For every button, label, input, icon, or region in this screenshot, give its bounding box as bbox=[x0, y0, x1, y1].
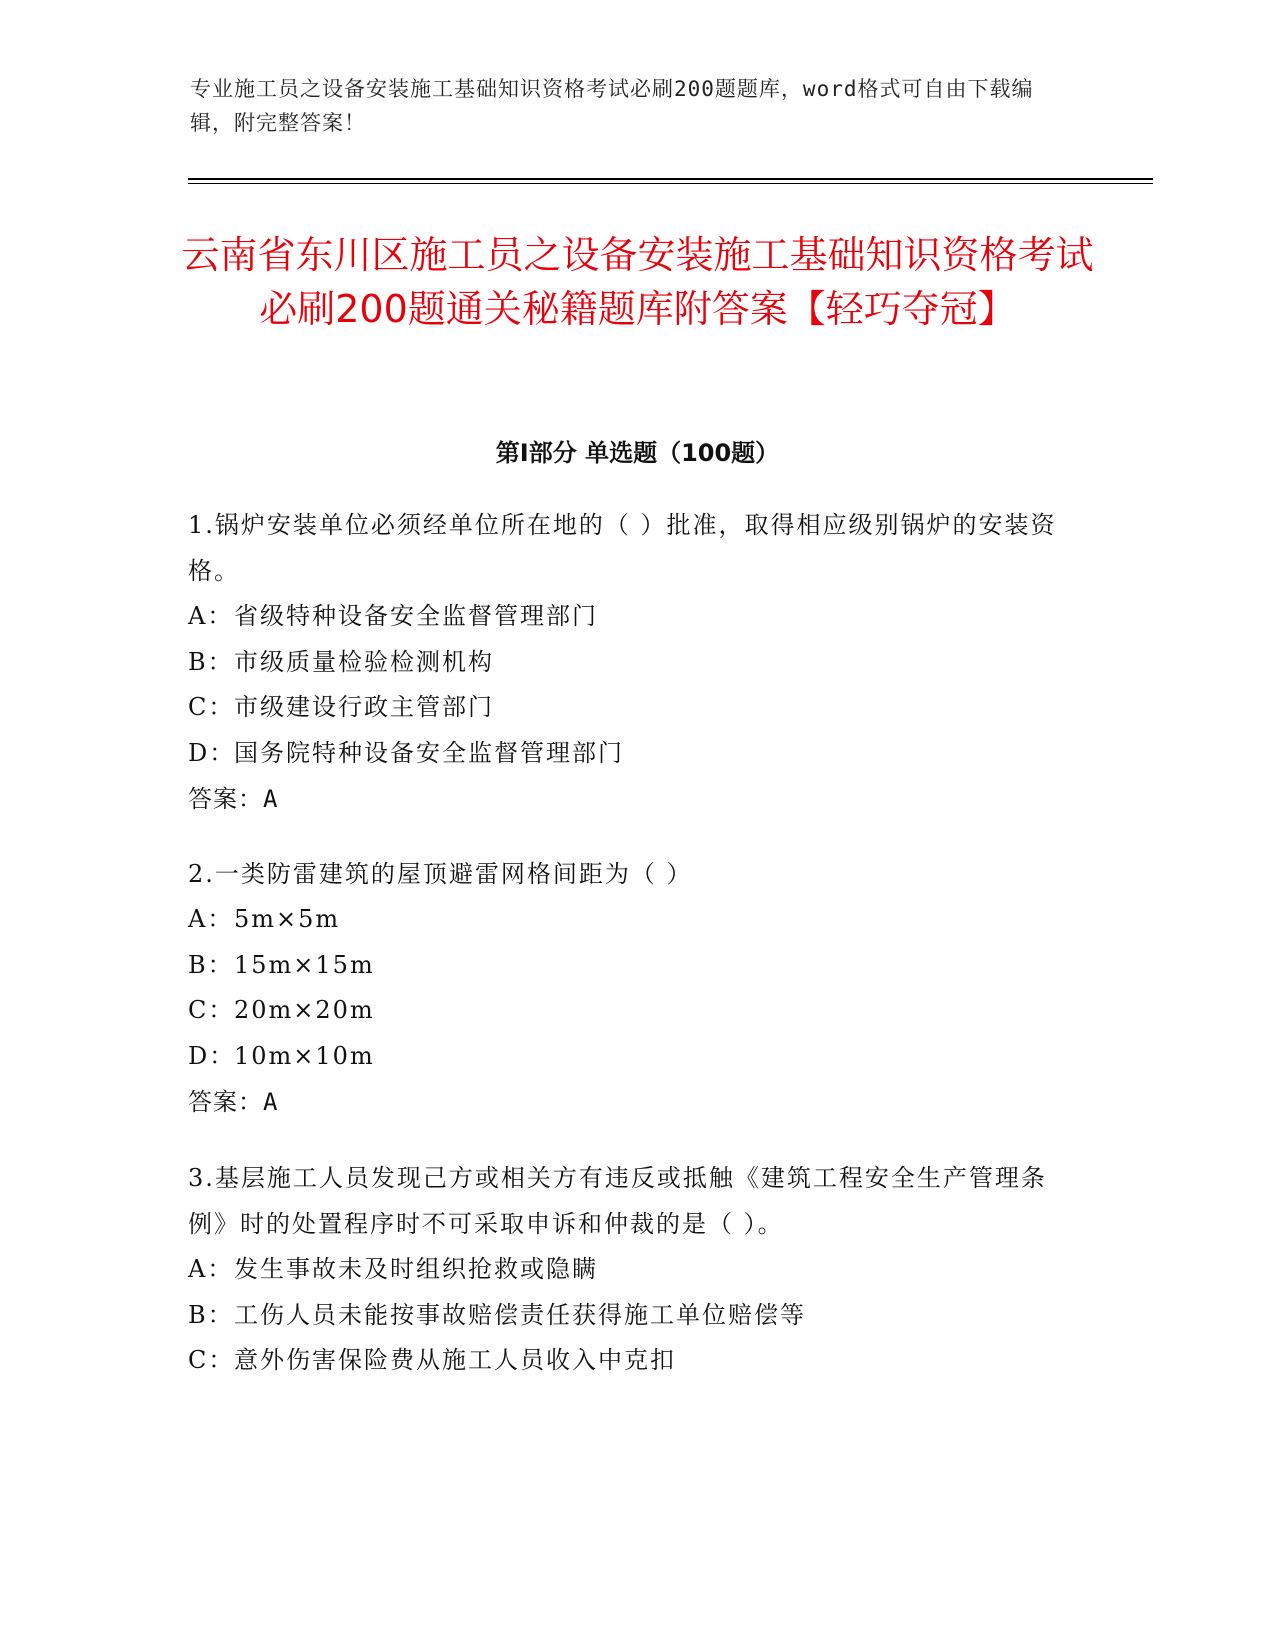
option-text: 省级特种设备安全监督管理部门 bbox=[234, 602, 598, 630]
option-key: D： bbox=[188, 1041, 236, 1070]
option-text: 15m×15m bbox=[234, 950, 375, 979]
option-text: 5m×5m bbox=[234, 905, 341, 933]
answer-label: 答案： bbox=[188, 785, 263, 813]
option-text: 市级建设行政主管部门 bbox=[234, 693, 494, 721]
question-stem: 1.锅炉安装单位必须经单位所在地的（ ）批准，取得相应级别锅炉的安装资格。 bbox=[188, 511, 1057, 585]
option-key: C： bbox=[188, 693, 235, 721]
option-key: A： bbox=[188, 905, 234, 933]
answer-value: A bbox=[263, 1088, 279, 1116]
section-title: 第I部分 单选题（100题） bbox=[495, 439, 780, 467]
option-text: 意外伤害保险费从施工人员收入中克扣 bbox=[234, 1346, 676, 1374]
answer-line bbox=[188, 1079, 1078, 1125]
option-c bbox=[188, 988, 1078, 1034]
option-key: D： bbox=[188, 738, 236, 767]
option-key: A： bbox=[188, 1255, 234, 1283]
option-text: 市级质量检验检测机构 bbox=[234, 647, 494, 676]
option-text: 国务院特种设备安全监督管理部门 bbox=[234, 738, 624, 767]
option-a bbox=[188, 1247, 1078, 1293]
question-3 bbox=[188, 1155, 1078, 1384]
option-text: 10m×10m bbox=[234, 1041, 375, 1070]
option-text: 工伤人员未能按事故赔偿责任获得施工单位赔偿等 bbox=[234, 1300, 806, 1329]
option-text: 20m×20m bbox=[234, 996, 375, 1024]
option-a bbox=[188, 594, 1078, 640]
option-key: C： bbox=[188, 1346, 235, 1374]
question-2 bbox=[188, 851, 1078, 1125]
option-key: B： bbox=[188, 647, 234, 676]
option-text: 发生事故未及时组织抢救或隐瞒 bbox=[234, 1255, 598, 1283]
option-c bbox=[188, 685, 1078, 731]
option-b bbox=[188, 943, 1078, 989]
option-b bbox=[188, 640, 1078, 686]
answer-value: A bbox=[263, 785, 279, 813]
option-b bbox=[188, 1293, 1078, 1339]
header-note: 专业施工员之设备安装施工基础知识资格考试必刷200题题库，word格式可自由下载编辑，附完整答案！ bbox=[190, 77, 1034, 135]
question-stem: 2.一类防雷建筑的屋顶避雷网格间距为（ ） bbox=[188, 860, 693, 888]
document-title: 云南省东川区施工员之设备安装施工基础知识资格考试必刷200题通关秘籍题库附答案【轻巧夺冠】 bbox=[181, 233, 1094, 331]
question-stem: 3.基层施工人员发现己方或相关方有违反或抵触《建筑工程安全生产管理条例》时的处置程序时不可采取申诉和仲裁的是（ ）。 bbox=[188, 1164, 1047, 1238]
option-key: B： bbox=[188, 950, 234, 979]
answer-line bbox=[188, 776, 1078, 822]
header-rule-thin bbox=[188, 183, 1153, 184]
answer-label: 答案： bbox=[188, 1088, 263, 1116]
option-key: A： bbox=[188, 602, 234, 630]
question-1 bbox=[188, 502, 1078, 822]
header-rule-thick bbox=[188, 178, 1153, 180]
option-key: C： bbox=[188, 996, 235, 1024]
option-d bbox=[188, 1034, 1078, 1080]
option-a bbox=[188, 897, 1078, 943]
option-key: B： bbox=[188, 1300, 234, 1329]
option-c bbox=[188, 1338, 1078, 1384]
option-d bbox=[188, 731, 1078, 777]
